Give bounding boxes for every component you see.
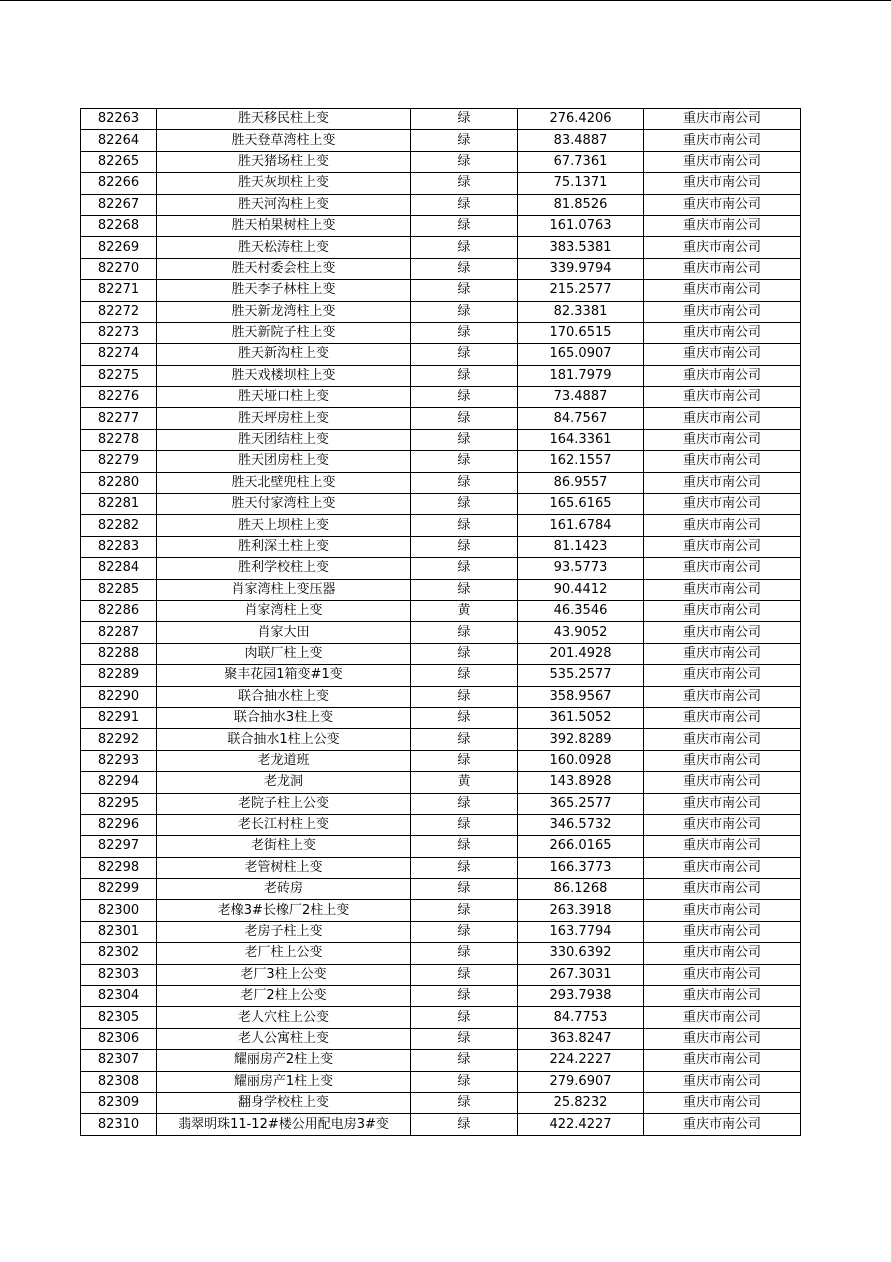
status-level-cell: 绿 [411, 686, 518, 707]
value-cell: 67.7361 [518, 151, 644, 172]
company-cell: 重庆市南公司 [644, 494, 801, 515]
row-id-cell: 82273 [81, 322, 157, 343]
transformer-name-cell: 耀丽房产2柱上变 [157, 1050, 411, 1071]
transformer-name-cell: 老厂3柱上公变 [157, 964, 411, 985]
company-cell: 重庆市南公司 [644, 793, 801, 814]
table-row [81, 643, 801, 664]
transformer-name-cell: 胜天上坝柱上变 [157, 515, 411, 536]
value-cell: 267.3031 [518, 964, 644, 985]
table-row [81, 622, 801, 643]
status-level-cell: 绿 [411, 215, 518, 236]
transformer-name-cell: 肉联厂柱上变 [157, 643, 411, 664]
status-level-cell: 绿 [411, 536, 518, 557]
row-id-cell: 82299 [81, 879, 157, 900]
value-cell: 361.5052 [518, 707, 644, 728]
transformer-name-cell: 聚丰花园1箱变#1变 [157, 665, 411, 686]
status-level-cell: 绿 [411, 1114, 518, 1135]
row-id-cell: 82298 [81, 857, 157, 878]
table-body [81, 109, 801, 1136]
value-cell: 82.3381 [518, 301, 644, 322]
company-cell: 重庆市南公司 [644, 579, 801, 600]
company-cell: 重庆市南公司 [644, 173, 801, 194]
transformer-name-cell: 胜天柏果树柱上变 [157, 215, 411, 236]
row-id-cell: 82297 [81, 836, 157, 857]
value-cell: 75.1371 [518, 173, 644, 194]
company-cell: 重庆市南公司 [644, 258, 801, 279]
status-level-cell: 绿 [411, 793, 518, 814]
row-id-cell: 82278 [81, 429, 157, 450]
table-row [81, 943, 801, 964]
transformer-name-cell: 老人穴柱上公变 [157, 1007, 411, 1028]
table-row [81, 772, 801, 793]
company-cell: 重庆市南公司 [644, 301, 801, 322]
status-level-cell: 绿 [411, 408, 518, 429]
company-cell: 重庆市南公司 [644, 429, 801, 450]
status-level-cell: 绿 [411, 151, 518, 172]
transformer-name-cell: 耀丽房产1柱上变 [157, 1071, 411, 1092]
page-top-border [0, 0, 892, 1]
table-row [81, 857, 801, 878]
row-id-cell: 82281 [81, 494, 157, 515]
transformer-name-cell: 老砖房 [157, 879, 411, 900]
table-row [81, 600, 801, 621]
value-cell: 263.3918 [518, 900, 644, 921]
table-row [81, 451, 801, 472]
value-cell: 90.4412 [518, 579, 644, 600]
company-cell: 重庆市南公司 [644, 729, 801, 750]
table-row [81, 1007, 801, 1028]
transformer-name-cell: 老管树柱上变 [157, 857, 411, 878]
status-level-cell: 绿 [411, 665, 518, 686]
table-row [81, 729, 801, 750]
value-cell: 330.6392 [518, 943, 644, 964]
transformer-name-cell: 胜天灰坝柱上变 [157, 173, 411, 194]
value-cell: 164.3361 [518, 429, 644, 450]
row-id-cell: 82307 [81, 1050, 157, 1071]
value-cell: 160.0928 [518, 750, 644, 771]
value-cell: 43.9052 [518, 622, 644, 643]
value-cell: 165.0907 [518, 344, 644, 365]
company-cell: 重庆市南公司 [644, 215, 801, 236]
table-row [81, 280, 801, 301]
company-cell: 重庆市南公司 [644, 750, 801, 771]
table-row [81, 494, 801, 515]
status-level-cell: 绿 [411, 194, 518, 215]
transformer-name-cell: 胜利学校柱上变 [157, 558, 411, 579]
row-id-cell: 82277 [81, 408, 157, 429]
value-cell: 276.4206 [518, 109, 644, 130]
status-level-cell: 绿 [411, 472, 518, 493]
value-cell: 166.3773 [518, 857, 644, 878]
status-level-cell: 绿 [411, 964, 518, 985]
table-row [81, 515, 801, 536]
transformer-name-cell: 胜天松涛柱上变 [157, 237, 411, 258]
company-cell: 重庆市南公司 [644, 194, 801, 215]
status-level-cell: 绿 [411, 921, 518, 942]
value-cell: 84.7753 [518, 1007, 644, 1028]
value-cell: 365.2577 [518, 793, 644, 814]
value-cell: 162.1557 [518, 451, 644, 472]
row-id-cell: 82272 [81, 301, 157, 322]
row-id-cell: 82276 [81, 387, 157, 408]
company-cell: 重庆市南公司 [644, 1114, 801, 1135]
status-level-cell: 绿 [411, 322, 518, 343]
value-cell: 163.7794 [518, 921, 644, 942]
status-level-cell: 绿 [411, 387, 518, 408]
status-level-cell: 绿 [411, 130, 518, 151]
row-id-cell: 82285 [81, 579, 157, 600]
row-id-cell: 82271 [81, 280, 157, 301]
row-id-cell: 82300 [81, 900, 157, 921]
value-cell: 279.6907 [518, 1071, 644, 1092]
status-level-cell: 绿 [411, 109, 518, 130]
transformer-name-cell: 胜天移民柱上变 [157, 109, 411, 130]
status-level-cell: 绿 [411, 365, 518, 386]
company-cell: 重庆市南公司 [644, 472, 801, 493]
transformer-name-cell: 胜天团房柱上变 [157, 451, 411, 472]
transformer-name-cell: 胜天付家湾柱上变 [157, 494, 411, 515]
row-id-cell: 82304 [81, 986, 157, 1007]
status-level-cell: 绿 [411, 237, 518, 258]
transformer-name-cell: 胜天北壁兜柱上变 [157, 472, 411, 493]
table-row [81, 472, 801, 493]
status-level-cell: 绿 [411, 301, 518, 322]
table-row [81, 1092, 801, 1113]
table-row [81, 814, 801, 835]
company-cell: 重庆市南公司 [644, 408, 801, 429]
table-row [81, 964, 801, 985]
value-cell: 346.5732 [518, 814, 644, 835]
table-row [81, 387, 801, 408]
status-level-cell: 绿 [411, 344, 518, 365]
table-row [81, 879, 801, 900]
value-cell: 73.4887 [518, 387, 644, 408]
row-id-cell: 82306 [81, 1028, 157, 1049]
company-cell: 重庆市南公司 [644, 387, 801, 408]
value-cell: 84.7567 [518, 408, 644, 429]
value-cell: 81.8526 [518, 194, 644, 215]
status-level-cell: 绿 [411, 1092, 518, 1113]
company-cell: 重庆市南公司 [644, 130, 801, 151]
company-cell: 重庆市南公司 [644, 558, 801, 579]
company-cell: 重庆市南公司 [644, 280, 801, 301]
company-cell: 重庆市南公司 [644, 707, 801, 728]
value-cell: 363.8247 [518, 1028, 644, 1049]
table-row [81, 1114, 801, 1135]
company-cell: 重庆市南公司 [644, 643, 801, 664]
company-cell: 重庆市南公司 [644, 151, 801, 172]
status-level-cell: 绿 [411, 515, 518, 536]
transformer-name-cell: 胜天新院子柱上变 [157, 322, 411, 343]
status-level-cell: 绿 [411, 494, 518, 515]
row-id-cell: 82288 [81, 643, 157, 664]
company-cell: 重庆市南公司 [644, 109, 801, 130]
table-row [81, 322, 801, 343]
table-row [81, 900, 801, 921]
row-id-cell: 82284 [81, 558, 157, 579]
company-cell: 重庆市南公司 [644, 772, 801, 793]
company-cell: 重庆市南公司 [644, 515, 801, 536]
status-level-cell: 绿 [411, 451, 518, 472]
table-row [81, 986, 801, 1007]
status-level-cell: 绿 [411, 558, 518, 579]
table-row [81, 344, 801, 365]
row-id-cell: 82310 [81, 1114, 157, 1135]
value-cell: 266.0165 [518, 836, 644, 857]
value-cell: 224.2227 [518, 1050, 644, 1071]
company-cell: 重庆市南公司 [644, 879, 801, 900]
company-cell: 重庆市南公司 [644, 836, 801, 857]
row-id-cell: 82302 [81, 943, 157, 964]
value-cell: 383.5381 [518, 237, 644, 258]
company-cell: 重庆市南公司 [644, 964, 801, 985]
value-cell: 181.7979 [518, 365, 644, 386]
transformer-name-cell: 胜天坪房柱上变 [157, 408, 411, 429]
row-id-cell: 82301 [81, 921, 157, 942]
value-cell: 86.1268 [518, 879, 644, 900]
row-id-cell: 82264 [81, 130, 157, 151]
row-id-cell: 82295 [81, 793, 157, 814]
table-row [81, 130, 801, 151]
value-cell: 293.7938 [518, 986, 644, 1007]
row-id-cell: 82275 [81, 365, 157, 386]
value-cell: 81.1423 [518, 536, 644, 557]
table-row [81, 750, 801, 771]
company-cell: 重庆市南公司 [644, 536, 801, 557]
transformer-name-cell: 老长江村柱上变 [157, 814, 411, 835]
transformer-name-cell: 肖家大田 [157, 622, 411, 643]
value-cell: 143.8928 [518, 772, 644, 793]
company-cell: 重庆市南公司 [644, 344, 801, 365]
status-level-cell: 黄 [411, 772, 518, 793]
table-row [81, 1028, 801, 1049]
company-cell: 重庆市南公司 [644, 622, 801, 643]
company-cell: 重庆市南公司 [644, 943, 801, 964]
row-id-cell: 82289 [81, 665, 157, 686]
table-row [81, 579, 801, 600]
status-level-cell: 绿 [411, 986, 518, 1007]
transformer-name-cell: 联合抽水1柱上公变 [157, 729, 411, 750]
transformer-name-cell: 肖家湾柱上变压器 [157, 579, 411, 600]
row-id-cell: 82280 [81, 472, 157, 493]
table-row [81, 237, 801, 258]
transformer-name-cell: 联合抽水柱上变 [157, 686, 411, 707]
status-level-cell: 绿 [411, 1007, 518, 1028]
row-id-cell: 82287 [81, 622, 157, 643]
row-id-cell: 82270 [81, 258, 157, 279]
status-level-cell: 绿 [411, 622, 518, 643]
row-id-cell: 82290 [81, 686, 157, 707]
value-cell: 161.0763 [518, 215, 644, 236]
transformer-name-cell: 胜天李子林柱上变 [157, 280, 411, 301]
transformer-name-cell: 胜天河沟柱上变 [157, 194, 411, 215]
status-level-cell: 绿 [411, 729, 518, 750]
table-row [81, 194, 801, 215]
table-row [81, 1071, 801, 1092]
table-row [81, 793, 801, 814]
row-id-cell: 82283 [81, 536, 157, 557]
company-cell: 重庆市南公司 [644, 322, 801, 343]
table-row [81, 686, 801, 707]
transformer-name-cell: 老街柱上变 [157, 836, 411, 857]
row-id-cell: 82269 [81, 237, 157, 258]
company-cell: 重庆市南公司 [644, 921, 801, 942]
transformer-name-cell: 胜天团结柱上变 [157, 429, 411, 450]
company-cell: 重庆市南公司 [644, 814, 801, 835]
row-id-cell: 82282 [81, 515, 157, 536]
status-level-cell: 绿 [411, 836, 518, 857]
row-id-cell: 82268 [81, 215, 157, 236]
value-cell: 161.6784 [518, 515, 644, 536]
table-row [81, 1050, 801, 1071]
status-level-cell: 绿 [411, 750, 518, 771]
transformer-name-cell: 老橡3#长橡厂2柱上变 [157, 900, 411, 921]
value-cell: 535.2577 [518, 665, 644, 686]
row-id-cell: 82296 [81, 814, 157, 835]
row-id-cell: 82265 [81, 151, 157, 172]
status-level-cell: 绿 [411, 879, 518, 900]
table-row [81, 536, 801, 557]
status-level-cell: 绿 [411, 1028, 518, 1049]
value-cell: 170.6515 [518, 322, 644, 343]
company-cell: 重庆市南公司 [644, 900, 801, 921]
value-cell: 46.3546 [518, 600, 644, 621]
status-level-cell: 绿 [411, 579, 518, 600]
company-cell: 重庆市南公司 [644, 686, 801, 707]
row-id-cell: 82279 [81, 451, 157, 472]
table-row [81, 836, 801, 857]
status-level-cell: 绿 [411, 943, 518, 964]
status-level-cell: 绿 [411, 280, 518, 301]
status-level-cell: 绿 [411, 643, 518, 664]
value-cell: 339.9794 [518, 258, 644, 279]
status-level-cell: 绿 [411, 173, 518, 194]
row-id-cell: 82266 [81, 173, 157, 194]
value-cell: 165.6165 [518, 494, 644, 515]
transformer-name-cell: 胜天猪场柱上变 [157, 151, 411, 172]
table-row [81, 408, 801, 429]
transformer-name-cell: 胜天新沟柱上变 [157, 344, 411, 365]
table-row [81, 558, 801, 579]
status-level-cell: 绿 [411, 814, 518, 835]
table-row [81, 258, 801, 279]
row-id-cell: 82294 [81, 772, 157, 793]
table-row [81, 707, 801, 728]
value-cell: 201.4928 [518, 643, 644, 664]
company-cell: 重庆市南公司 [644, 1007, 801, 1028]
status-level-cell: 黄 [411, 600, 518, 621]
status-level-cell: 绿 [411, 429, 518, 450]
row-id-cell: 82291 [81, 707, 157, 728]
company-cell: 重庆市南公司 [644, 1071, 801, 1092]
transformer-name-cell: 老厂柱上公变 [157, 943, 411, 964]
row-id-cell: 82292 [81, 729, 157, 750]
transformer-name-cell: 胜天垭口柱上变 [157, 387, 411, 408]
row-id-cell: 82267 [81, 194, 157, 215]
transformer-name-cell: 老房子柱上变 [157, 921, 411, 942]
table-row [81, 429, 801, 450]
transformer-name-cell: 联合抽水3柱上变 [157, 707, 411, 728]
value-cell: 86.9557 [518, 472, 644, 493]
row-id-cell: 82303 [81, 964, 157, 985]
data-table [80, 108, 801, 1136]
value-cell: 25.8232 [518, 1092, 644, 1113]
transformer-name-cell: 胜天戏楼坝柱上变 [157, 365, 411, 386]
transformer-name-cell: 翡翠明珠11-12#楼公用配电房3#变 [157, 1114, 411, 1135]
row-id-cell: 82263 [81, 109, 157, 130]
row-id-cell: 82308 [81, 1071, 157, 1092]
table-row [81, 109, 801, 130]
company-cell: 重庆市南公司 [644, 1092, 801, 1113]
transformer-name-cell: 胜天新龙湾柱上变 [157, 301, 411, 322]
row-id-cell: 82305 [81, 1007, 157, 1028]
company-cell: 重庆市南公司 [644, 600, 801, 621]
value-cell: 422.4227 [518, 1114, 644, 1135]
row-id-cell: 82293 [81, 750, 157, 771]
table-row [81, 173, 801, 194]
status-level-cell: 绿 [411, 707, 518, 728]
value-cell: 392.8289 [518, 729, 644, 750]
company-cell: 重庆市南公司 [644, 237, 801, 258]
row-id-cell: 82286 [81, 600, 157, 621]
company-cell: 重庆市南公司 [644, 365, 801, 386]
value-cell: 83.4887 [518, 130, 644, 151]
transformer-name-cell: 老厂2柱上公变 [157, 986, 411, 1007]
transformer-name-cell: 胜利深土柱上变 [157, 536, 411, 557]
company-cell: 重庆市南公司 [644, 1050, 801, 1071]
transformer-name-cell: 老院子柱上公变 [157, 793, 411, 814]
row-id-cell: 82309 [81, 1092, 157, 1113]
transformer-name-cell: 老龙道班 [157, 750, 411, 771]
table-row [81, 151, 801, 172]
company-cell: 重庆市南公司 [644, 1028, 801, 1049]
table-row [81, 215, 801, 236]
table-row [81, 921, 801, 942]
value-cell: 215.2577 [518, 280, 644, 301]
company-cell: 重庆市南公司 [644, 986, 801, 1007]
transformer-name-cell: 肖家湾柱上变 [157, 600, 411, 621]
row-id-cell: 82274 [81, 344, 157, 365]
table-row [81, 665, 801, 686]
status-level-cell: 绿 [411, 900, 518, 921]
value-cell: 358.9567 [518, 686, 644, 707]
company-cell: 重庆市南公司 [644, 665, 801, 686]
transformer-name-cell: 胜天登草湾柱上变 [157, 130, 411, 151]
status-level-cell: 绿 [411, 1071, 518, 1092]
table-row [81, 365, 801, 386]
transformer-name-cell: 老龙洞 [157, 772, 411, 793]
transformer-name-cell: 胜天村委会柱上变 [157, 258, 411, 279]
value-cell: 93.5773 [518, 558, 644, 579]
status-level-cell: 绿 [411, 857, 518, 878]
transformer-name-cell: 翻身学校柱上变 [157, 1092, 411, 1113]
company-cell: 重庆市南公司 [644, 857, 801, 878]
status-level-cell: 绿 [411, 258, 518, 279]
status-level-cell: 绿 [411, 1050, 518, 1071]
transformer-name-cell: 老人公寓柱上变 [157, 1028, 411, 1049]
table-row [81, 301, 801, 322]
company-cell: 重庆市南公司 [644, 451, 801, 472]
